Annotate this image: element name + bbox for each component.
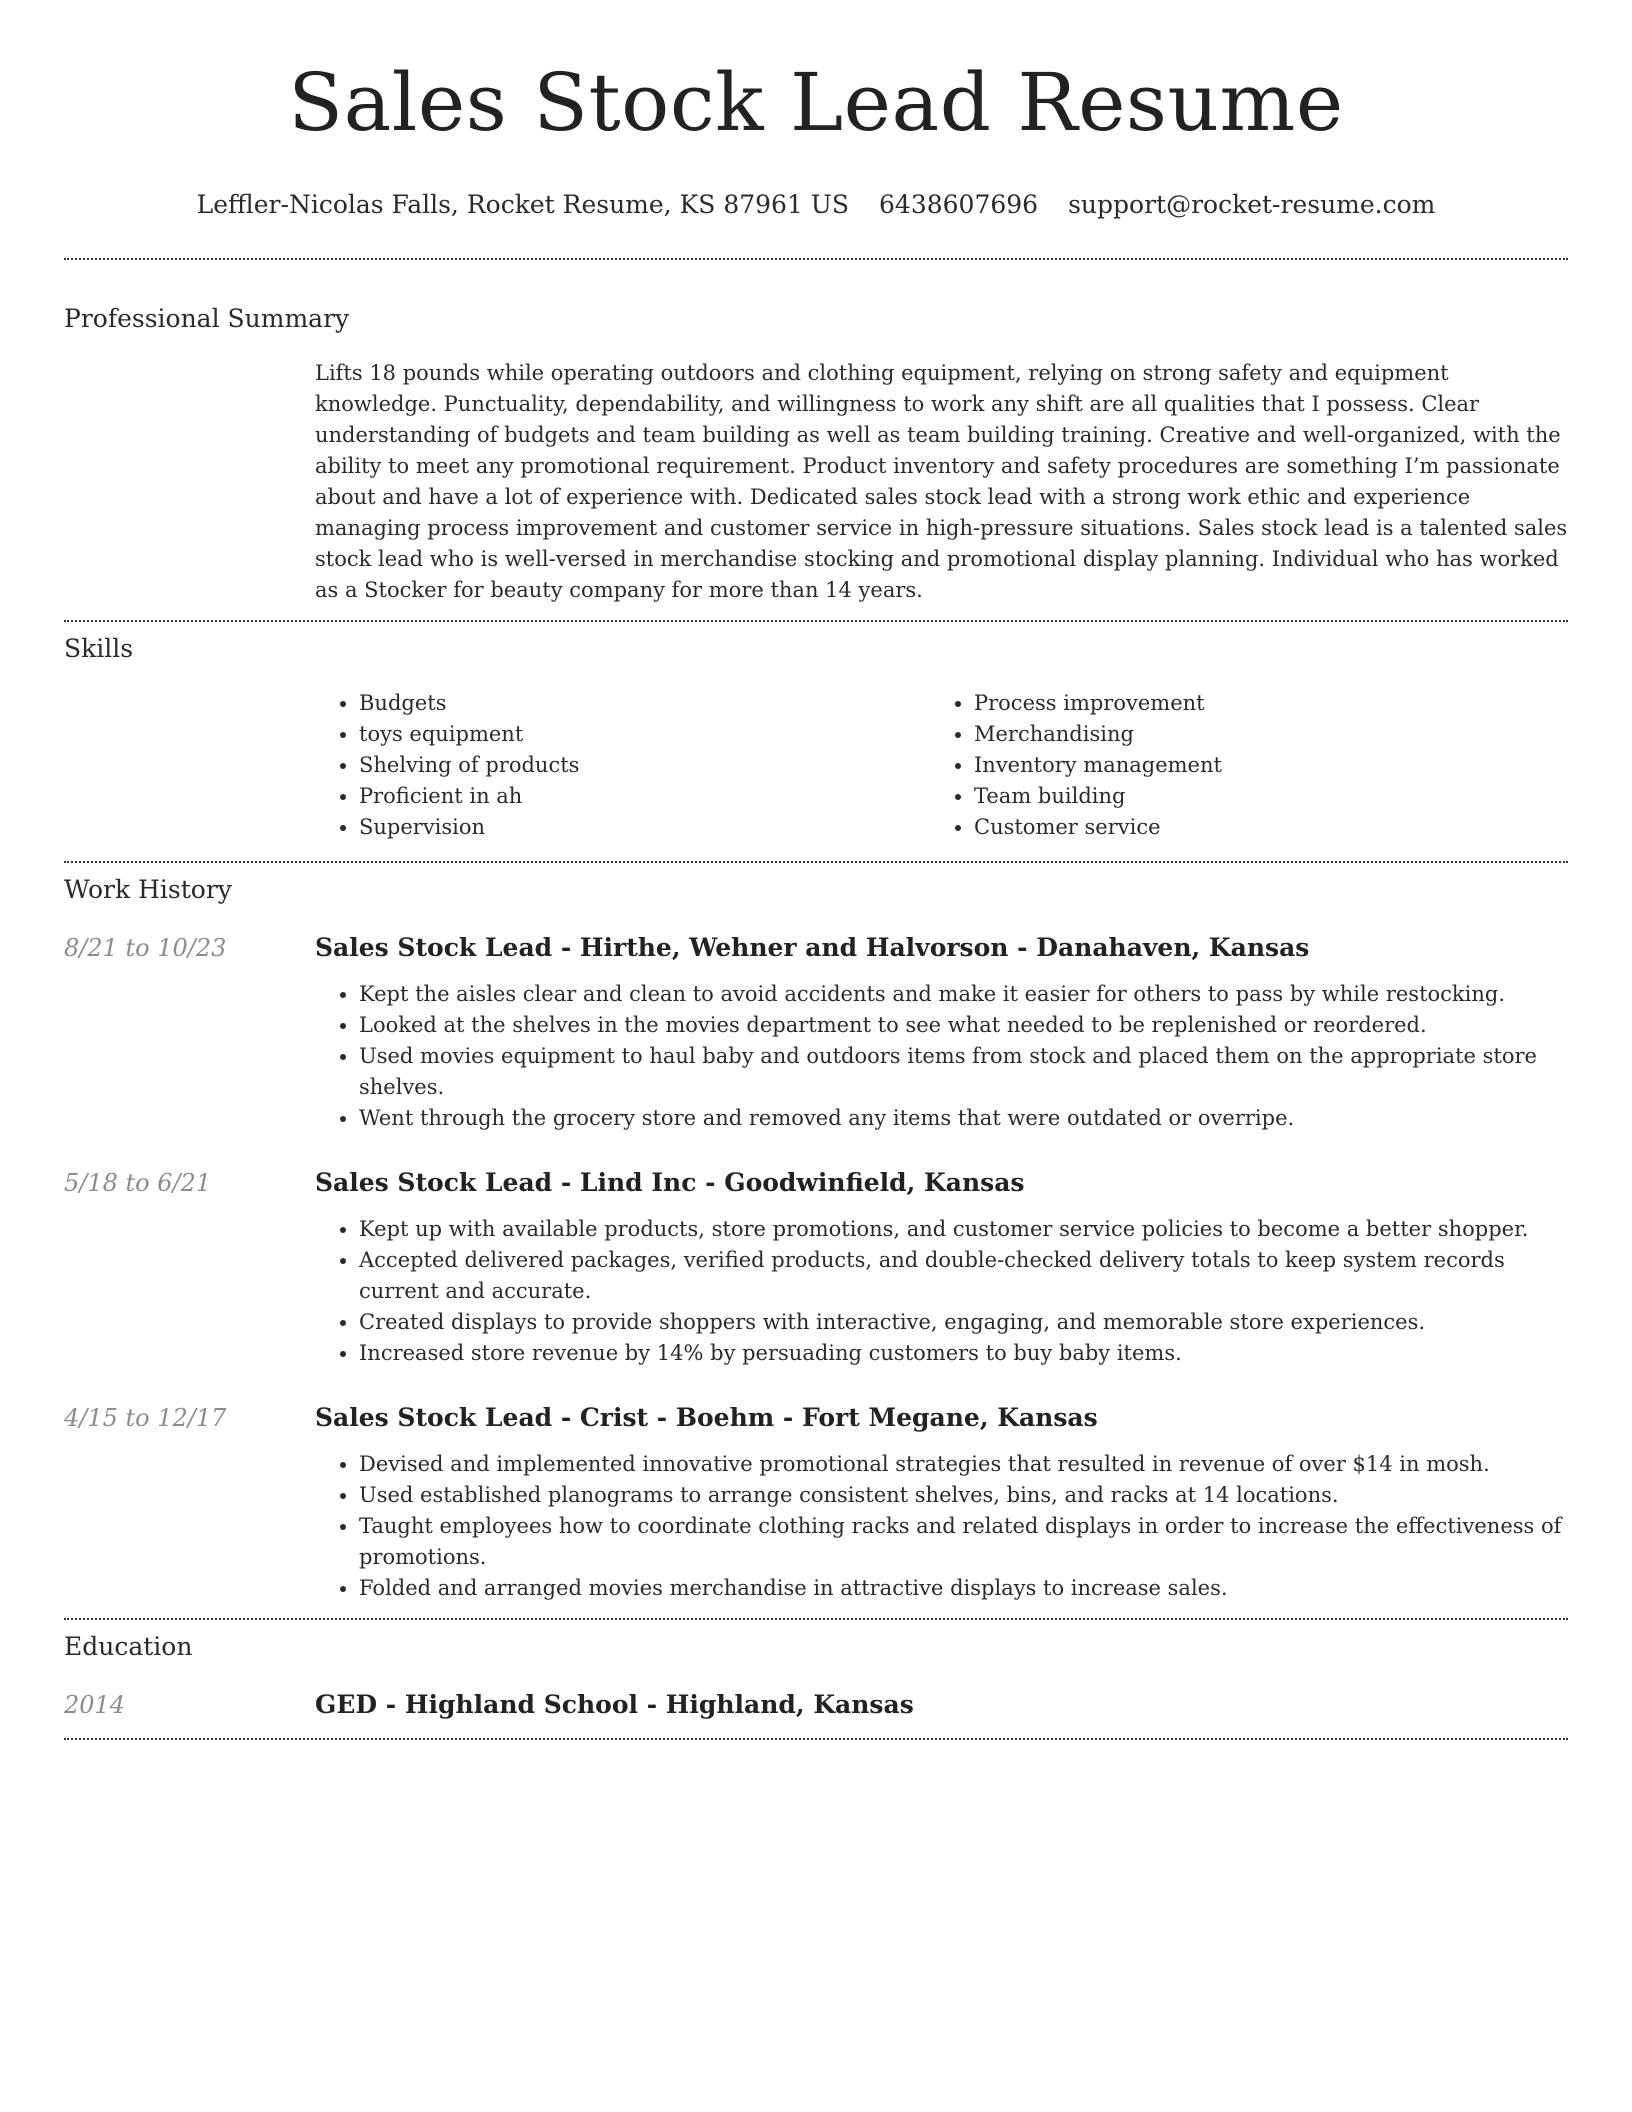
job-bullet: • Accepted delivered packages, verified products, and double-checked delivery totals to keep system records current and accurate. [359,1245,1568,1307]
skill-item: • Process improvement [974,688,1545,719]
skill-item: • Team building [974,781,1545,812]
job-bullet: • Kept up with available products, store promotions, and customer service policies to become a better shopper. [359,1214,1568,1245]
job-bullet: • Increased store revenue by 14% by persuading customers to buy baby items. [359,1338,1568,1369]
skills-list-right [930,688,1545,843]
contact-phone: 6438607696 [879,190,1039,219]
skill-item: • Supervision [359,812,930,843]
skills-list-left [315,688,930,843]
education-title: GED - Highland School - Highland, Kansas [315,1690,914,1719]
education-section [64,1630,1568,1722]
skill-item: • Shelving of products [359,750,930,781]
job-dates: 5/18 to 6/21 [64,1169,212,1197]
education-entry [64,1688,1568,1722]
job-bullets [315,1214,1568,1369]
contact-line [64,188,1568,222]
summary-text: Lifts 18 pounds while operating outdoors and clothing equipment, relying on strong safety and equipment knowledge. Punctuality, dependability, and willingness to work any shift are all qualities that I possess. Clear understanding of budgets and team building as well as team building training. Creative and well-organized, with the ability to meet any promotional requirement. Product inventory and safety procedures are something I’m passionate about and have a lot of experience with. Dedicated sales stock lead with a strong work ethic and experience managing process improvement and customer service in high-pressure situations. Sales stock lead is a talented sales stock lead who is well-versed in merchandise stocking and promotional display planning. Individual who has worked as a Stocker for beauty company for more than 14 years. [315,361,1568,602]
job-bullet: • Devised and implemented innovative promotional strategies that resulted in revenue of over $14 in mosh. [359,1449,1568,1480]
section-heading-education: Education [64,1632,193,1661]
job-bullet: • Used movies equipment to haul baby and outdoors items from stock and placed them on the appropriate store shelves. [359,1041,1568,1103]
skill-item: • Merchandising [974,719,1545,750]
job-bullet: • Kept the aisles clear and clean to avoid accidents and make it easier for others to pass by while restocking. [359,979,1568,1010]
job-bullets [315,979,1568,1134]
skill-item: • Customer service [974,812,1545,843]
job-bullet: • Created displays to provide shoppers with interactive, engaging, and memorable store experiences. [359,1307,1568,1338]
job-dates: 4/15 to 12/17 [64,1404,227,1432]
job-bullet: • Used established planograms to arrange consistent shelves, bins, and racks at 14 locations. [359,1480,1568,1511]
job-title: Sales Stock Lead - Crist - Boehm - Fort Megane, Kansas [315,1403,1098,1432]
education-year: 2014 [64,1691,126,1719]
job-bullet: • Taught employees how to coordinate clothing racks and related displays in order to increase the effectiveness of promotions. [359,1511,1568,1573]
contact-address: Leffler-Nicolas Falls, Rocket Resume, KS 87961 US [196,190,850,219]
job-title: Sales Stock Lead - Lind Inc - Goodwinfield, Kansas [315,1168,1025,1197]
job-bullets [315,1449,1568,1604]
summary-section [64,302,1568,606]
skill-item: • Budgets [359,688,930,719]
job-title: Sales Stock Lead - Hirthe, Wehner and Halvorson - Danahaven, Kansas [315,933,1310,962]
summary-row [64,358,1568,606]
job-entry [64,931,1568,1134]
job-bullet: • Folded and arranged movies merchandise in attractive displays to increase sales. [359,1573,1568,1604]
job-bullet: • Looked at the shelves in the movies department to see what needed to be replenished or reordered. [359,1010,1568,1041]
skill-item: • Inventory management [974,750,1545,781]
job-bullet: • Went through the grocery store and removed any items that were outdated or overripe. [359,1103,1568,1134]
section-heading-work: Work History [64,875,232,904]
skill-item: • Proficient in ah [359,781,930,812]
job-entry [64,1401,1568,1604]
job-dates: 8/21 to 10/23 [64,934,227,962]
resume-title: Sales Stock Lead Resume [288,56,1344,149]
job-entry [64,1166,1568,1369]
skills-section [64,632,1568,843]
divider [64,861,1568,863]
contact-email: support@rocket-resume.com [1068,190,1436,219]
divider [64,1738,1568,1740]
section-heading-summary: Professional Summary [64,304,350,333]
divider [64,258,1568,260]
work-section [64,873,1568,1604]
skill-item: • toys equipment [359,719,930,750]
section-heading-skills: Skills [64,634,134,663]
divider [64,620,1568,622]
skills-row [64,688,1568,843]
divider [64,1618,1568,1620]
resume-page [64,0,1568,1740]
